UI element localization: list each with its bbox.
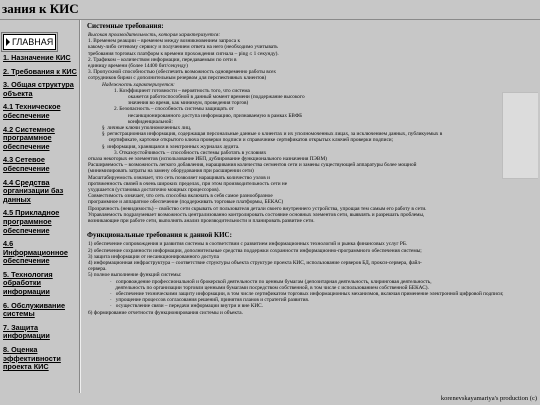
text-line: значения во время, как минимум, проведения торгов): [128, 100, 249, 107]
text-line: Высокая производительность, которая характеризуется:: [88, 32, 221, 38]
sidebar-nav: [3, 52, 77, 377]
sidebar-item-information[interactable]: 4.6 Информационное обеспечение: [3, 239, 68, 266]
sidebar-item-network[interactable]: 4.3 Сетевое обеспечение: [3, 155, 50, 173]
text-line: Прозрачность (невидимость) – свойство сети скрывать от пользователя детали своего внутреннего устройства, упрощая тем самым его работу в сети.: [88, 205, 427, 212]
text-line: 6) формирование отчетности функционирования системы и объекта.: [88, 309, 243, 316]
text-line: 5) полное выполнение функций системы:: [88, 272, 182, 279]
sidebar-item-system-software[interactable]: 4.2 Системное программное обеспечение: [3, 124, 55, 151]
sidebar-item-structure[interactable]: 3. Общая структура объекта: [3, 80, 74, 98]
sidebar-item-efficiency[interactable]: 8. Оценка эффективности проекта КИС: [3, 345, 61, 372]
bullet-item: · осуществление связи – передачи информации внутри и вне КИС.: [110, 303, 264, 310]
bullet-item: · сопровождение профессиональной и брокерской деятельности по ценным бумагам (депозитарная деятельность, клиринговая деятельность,: [110, 278, 432, 285]
text-line: 3. Пропускной способностью (обеспечить возможность одновременно работы всех: [88, 69, 277, 76]
sidebar-item-hardware[interactable]: 4.1 Техническое обеспечение: [3, 102, 61, 120]
sidebar-item-security[interactable]: 7. Защита информации: [3, 322, 50, 341]
frame-divider[interactable]: [79, 20, 81, 405]
arrow-right-icon: [6, 38, 10, 46]
text-line: отказа некоторых ее элементов (использование ИБП, дублирование функционального назначения ПЭВМ): [88, 156, 327, 163]
bullet-item: § информация, хранящаяся в электронных журналах аудита.: [102, 143, 240, 150]
text-line: Надежность характеризуется:: [102, 81, 175, 88]
text-line: несанкционированного доступа информацию, признаваемую в рамках БВФБ: [128, 112, 303, 119]
text-line: окажется работоспособной в данный момент времени (поддержание высокого: [128, 94, 305, 101]
text-line: программное и аппаратное обеспечение (поддерживать торговые платформы, БЕКАС): [88, 199, 284, 206]
bullet-item: § регистрационная информация, содержащая персональные данные о клиентах и их уполномоченных лицах, за исключением данных, публикуемых в: [102, 131, 443, 138]
system-requirements-heading: Системные требования:: [87, 22, 164, 30]
bullet-item: деятельность по организации торговли ценными бумагами посредством собственной, в том числе с использованием собственной БЕКАС).: [110, 284, 429, 291]
text-line: сервера.: [88, 266, 107, 273]
sidebar: [0, 20, 78, 405]
text-line: 1) обеспечение сопровождения и развития системы в соответствии с развитием информационных технологий и рынка финансовых услуг РБ.: [88, 241, 408, 248]
text-line: 2) обеспечение сохранности информации, дополнительные средства поддержки сохранности информационно-программного обеспечения системы;: [88, 247, 422, 254]
bullet-item: · обеспечение техническими защиту информации, в том числе сертификатом торговых информационных механизмов, включая применение электронной цифровой подписи;: [110, 290, 504, 297]
text-line: 1. Временем реакции – временем между возникновением запроса к: [88, 38, 241, 45]
text-line: Масштабируемость означает, что сеть позволяет наращивать количество узлов и: [88, 174, 270, 181]
footer: [0, 393, 540, 405]
text-line: 2. Трафиком – количеством информации, передаваемым по сети в: [88, 56, 237, 63]
footer-credit: korenevskayamariya's production (c): [440, 395, 537, 402]
text-line: Совместимость означает, что сеть способна включать в себя самое разнообразное: [88, 193, 273, 200]
text-line: 3) защита информации от несанкционированного доступа: [88, 253, 219, 260]
text-line: (минимизировать затраты на замену оборудования при расширении сети): [88, 168, 254, 175]
text-line: 4) информационная инфраструктура – соответствие структуры объекта структуре проекта КИС, использование серверов БД, прокси-сервера, файл-: [88, 259, 422, 266]
text-line: возникающие при работе сети, выполнять анализ производительности и планировать развитие сети.: [88, 218, 315, 225]
text-line: сотрудников биржи с дополнительным резервом для перспективных клиентов): [88, 75, 267, 82]
text-line: какому-либо сетевому сервису и получением ответа на него (необходимо учитывать: [88, 44, 278, 51]
sidebar-item-purpose[interactable]: 1. Назначение КИС: [3, 53, 71, 62]
text-line: протяженность связей в очень широких пределах, при этом производительность сети не: [88, 180, 288, 187]
home-button[interactable]: [3, 34, 56, 50]
bullet-item: сертификате, карточке открытого ключа проверки подписи и справочнике сертификатов открытых ключей проверки подписи;: [102, 137, 394, 144]
text-line: Управляемость подразумевает возможность централизованно контролировать состояние основных элементов сети, выявлять и разрешать проблемы,: [88, 211, 425, 218]
sidebar-item-applications[interactable]: 4.5 Прикладное программное обеспечение: [3, 208, 60, 235]
text-line: 3. Отказоустойчивость – способность системы работать в условиях: [114, 149, 267, 156]
functional-requirements-heading: Функциональные требования к данной КИС:: [87, 231, 232, 240]
bullet-item: · упрощение процессов согласования решений, принятия планов и стратегий развития.: [110, 297, 310, 304]
placeholder-panel: [502, 92, 538, 179]
sidebar-item-databases[interactable]: 4.4 Средства организации баз данных: [3, 177, 64, 204]
text-line: требования торговых платформ к времени прохождения сигнала – ping ≤ 1 секунду).: [88, 50, 279, 57]
sidebar-item-requirements[interactable]: 2. Требования к КИС: [3, 66, 77, 76]
sidebar-item-processing[interactable]: 5. Технология обработки информации: [3, 269, 53, 297]
text-line: 1. Коэффициент готовности – вероятность того, что система: [114, 87, 250, 94]
text-line: ухудшается (установка достаточно мощных процессоров).: [88, 187, 220, 194]
page-title: зания к КИС: [2, 1, 79, 16]
title-bar: [0, 0, 540, 20]
home-button-label: ГЛАВНАЯ: [12, 37, 54, 47]
text-line: единицу времени (более 14400 бит/секунду): [88, 63, 188, 70]
text-line: конфиденциальной:: [128, 118, 173, 125]
content-frame: [82, 20, 538, 405]
sidebar-item-maintenance[interactable]: 6. Обслуживание системы: [3, 300, 66, 319]
text-line: 2. Безопасность – способность системы защищать от: [114, 106, 234, 113]
bullet-item: § личные ключи уполномоченных лиц,: [102, 125, 192, 132]
text-line: Расширяемость – возможность легкого добавления, наращивания количества сегментов сети и замены существующей аппаратуры более мощной: [88, 162, 417, 169]
